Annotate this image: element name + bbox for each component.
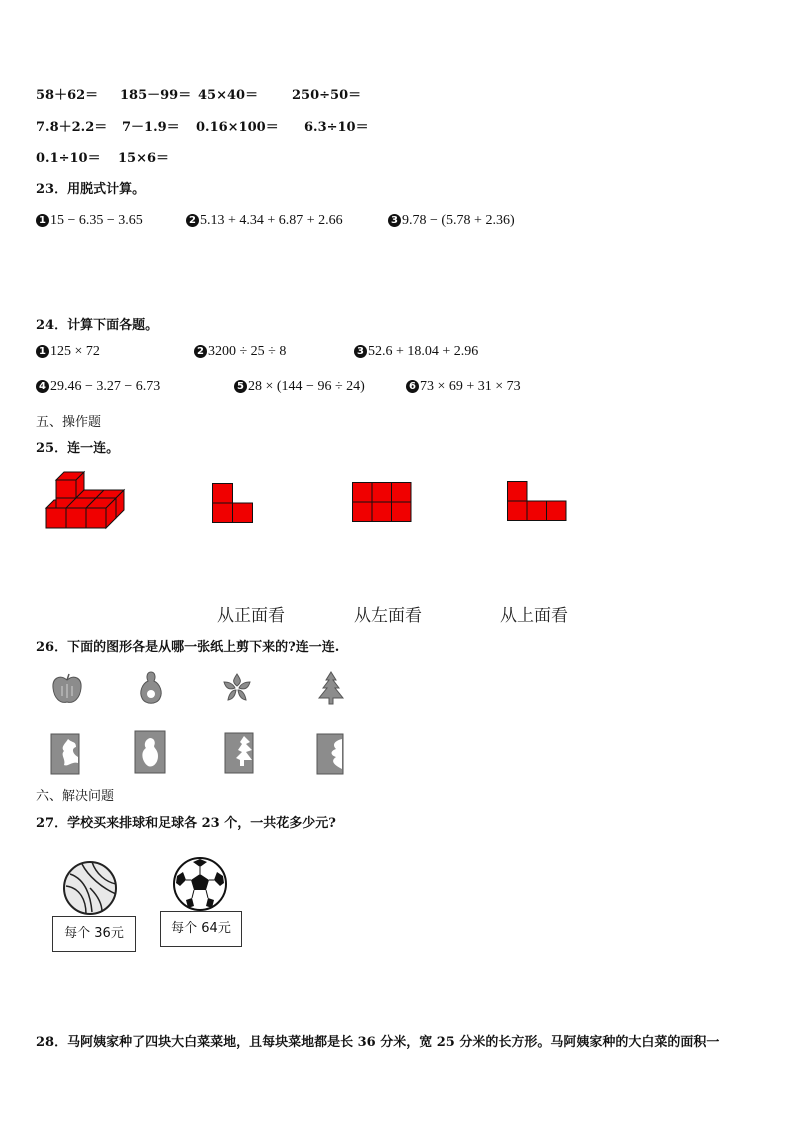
oral-calc-8: 6.3÷10＝ [304,120,369,135]
gourd-cutout-icon [136,670,166,706]
volleyball-price: 每个 36元 [52,916,136,952]
volleyball-icon [62,860,118,916]
apple-cutout-icon [50,672,84,706]
paper-sheet-1 [50,733,82,775]
oral-calc-6: 7－1.9＝ [122,120,180,135]
oral-calc-4: 250÷50＝ [292,88,362,103]
oral-calc-10: 15×6＝ [118,151,170,166]
q28-title: 28．马阿姨家种了四块大白菜菜地，且每块菜地都是长 36 分米，宽 25 分米的长方形。马阿姨家种的大白菜的面积一 [36,1035,720,1050]
l-shape-view [212,483,254,523]
paper-sheet-3 [224,732,254,774]
oral-calc-1: 58＋62＝ [36,88,99,103]
q25-title: 25．连一连。 [36,441,120,456]
paper-sheet-2 [134,730,168,774]
q24-item-5: 5 28 × (144 − 96 ÷ 24) [234,379,365,395]
q24-item-6: 6 73 × 69 + 31 × 73 [406,379,521,395]
oral-calc-5: 7.8＋2.2＝ [36,120,108,135]
q24-item-2: 2 3200 ÷ 25 ÷ 8 [194,344,286,360]
q23-item-1: 1 15 − 6.35 − 3.65 [36,213,143,229]
flower-cutout-icon [220,672,254,704]
soccer-ball-icon [172,856,228,912]
oral-calc-3: 45×40＝ [198,88,259,103]
oral-calc-2: 185－99＝ [120,88,192,103]
q26-title: 26．下面的图形各是从哪一张纸上剪下来的?连一连. [36,640,340,655]
section-5-heading: 五、操作题 [36,415,102,430]
oral-calc-7: 0.16×100＝ [196,120,279,135]
long-l-view [507,481,569,521]
q24-title: 24．计算下面各题。 [36,318,159,333]
q24-item-3: 3 52.6 + 18.04 + 2.96 [354,344,478,360]
soccer-price: 每个 64元 [160,911,242,947]
oral-calc-9: 0.1÷10＝ [36,151,101,166]
q23-item-3: 3 9.78 − (5.78 + 2.36) [388,213,515,229]
q24-item-1: 1 125 × 72 [36,344,100,360]
tree-cutout-icon [316,670,346,706]
paper-sheet-4 [316,733,346,775]
q23-item-2: 2 5.13 + 4.34 + 6.87 + 2.66 [186,213,343,229]
view-label-top: 从上面看 [500,606,568,626]
section-6-heading: 六、解决问题 [36,789,115,804]
view-label-left: 从左面看 [354,606,422,626]
cube-stack-figure [44,468,126,530]
view-label-front: 从正面看 [217,606,285,626]
q24-item-4: 4 29.46 − 3.27 − 6.73 [36,379,160,395]
q27-title: 27．学校买来排球和足球各 23 个，一共花多少元? [36,816,336,831]
q23-title: 23．用脱式计算。 [36,182,146,197]
rectangle-view [352,482,412,522]
